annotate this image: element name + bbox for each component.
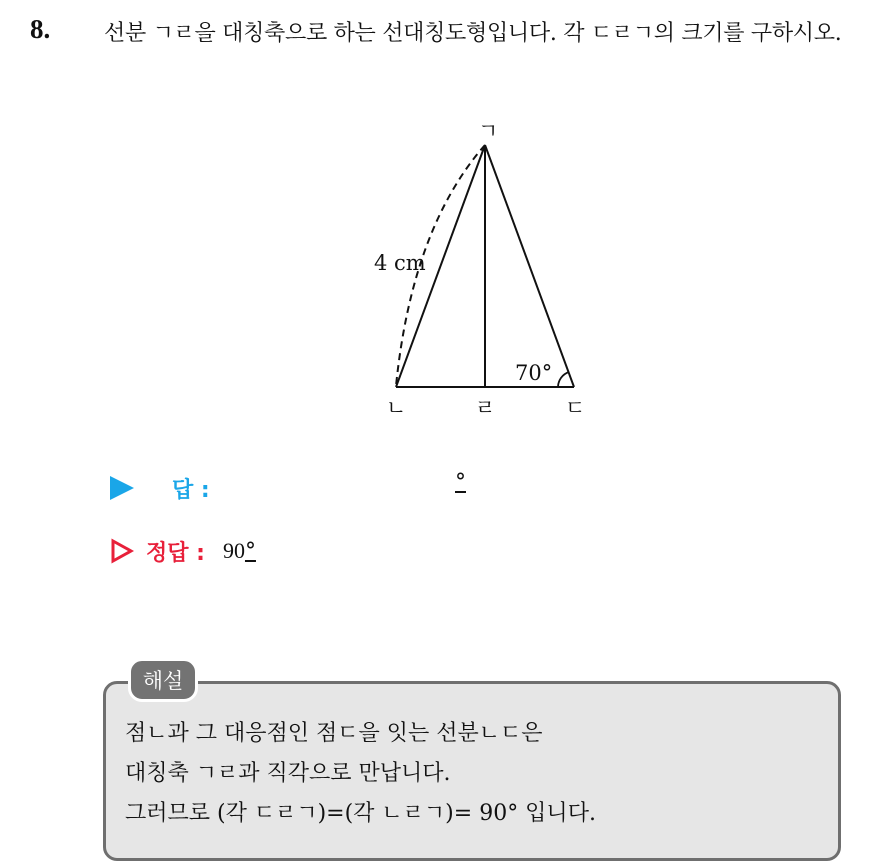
answer-unit: ° — [455, 470, 466, 495]
answer-label: 답 : — [172, 477, 210, 503]
play-filled-icon — [110, 476, 134, 500]
correct-answer-label: 정답 : — [146, 540, 205, 566]
explanation-line: 대칭축 ㄱㄹ과 직각으로 만납니다. — [125, 761, 451, 786]
triangle-diagram — [360, 118, 610, 423]
explanation-text — [125, 714, 825, 834]
vertex-label-left: ㄴ — [386, 396, 407, 420]
explanation-tag: 해설 — [128, 658, 198, 702]
vertex-label-right: ㄷ — [565, 396, 586, 420]
triangle-figure — [360, 118, 610, 423]
explanation-line: 그러므로 (각 ㄷㄹㄱ)=(각 ㄴㄹㄱ)= 90° 입니다. — [125, 801, 596, 826]
vertex-label-top: ㄱ — [478, 119, 499, 143]
question-number: 8. — [30, 14, 51, 44]
angle-arc — [558, 372, 569, 387]
question-text: 선분 ㄱㄹ을 대칭축으로 하는 선대칭도형입니다. 각 ㄷㄹㄱ의 크기를 구하시오. — [104, 21, 842, 46]
angle-label: 70° — [515, 361, 553, 385]
vertex-label-mid: ㄹ — [475, 396, 496, 420]
length-label: 4 cm — [374, 251, 426, 275]
play-outline-icon — [110, 538, 134, 564]
answer-row — [110, 470, 210, 506]
side-right — [485, 145, 574, 387]
correct-answer-row — [110, 533, 256, 569]
correct-answer-unit: ° — [244, 538, 256, 564]
correct-answer-value: 90 — [222, 538, 245, 563]
explanation-line: 점ㄴ과 그 대응점인 점ㄷ을 잇는 선분ㄴㄷ은 — [125, 721, 543, 746]
